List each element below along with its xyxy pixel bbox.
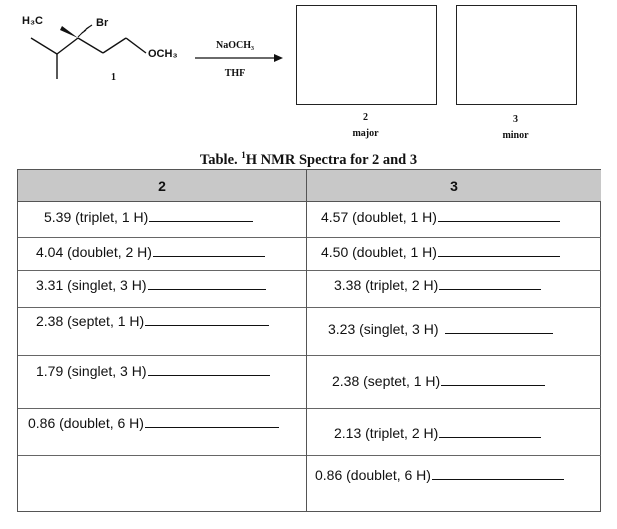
column-divider [306,170,307,511]
methoxy-label: OCH₃ [148,48,178,60]
product-3-answer-box[interactable] [456,5,577,105]
compound-2-signal[interactable]: 5.39 (triplet, 1 H) [44,209,253,225]
compound-3-signal[interactable]: 0.86 (doublet, 6 H) [315,467,564,483]
compound-2-signal[interactable]: 3.31 (singlet, 3 H) [36,277,266,293]
wedge-bond [60,26,78,38]
row-divider [307,270,601,271]
compound-2-signal[interactable]: 2.38 (septet, 1 H) [36,313,269,329]
row-divider [18,355,306,356]
product-3-number: 3 [513,114,518,125]
reaction-arrow [195,54,283,62]
row-divider [307,307,601,308]
row-divider [307,408,601,409]
compound-3-signal[interactable]: 3.38 (triplet, 2 H) [334,277,541,293]
column-header-2: 2 [18,170,306,202]
bromo-label: Br [96,17,109,29]
compound-3-signal[interactable]: 4.57 (doublet, 1 H) [321,209,560,225]
compound-3-signal[interactable]: 3.23 (singlet, 3 H) [328,321,553,337]
methyl-label: H₃C [22,15,43,27]
compound-3-signal[interactable]: 2.38 (septet, 1 H) [332,373,545,389]
column-header-3: 3 [307,170,601,202]
compound-2-signal[interactable]: 4.04 (doublet, 2 H) [36,244,265,260]
row-divider [18,307,306,308]
compound-2-signal[interactable]: 0.86 (doublet, 6 H) [28,415,279,431]
row-divider [18,455,306,456]
compound-1-label: 1 [111,72,116,83]
compound-2-signal[interactable]: 1.79 (singlet, 3 H) [36,363,270,379]
bond-lines [31,38,146,79]
row-divider [307,237,601,238]
row-divider [18,408,306,409]
solvent-label: THF [224,68,246,79]
row-divider [307,455,601,456]
nmr-table [17,169,601,512]
row-divider [18,270,306,271]
product-2-major-label: major [352,128,379,139]
compound-3-signal[interactable]: 2.13 (triplet, 2 H) [334,425,541,441]
row-divider [18,237,306,238]
row-divider [307,355,601,356]
product-2-number: 2 [363,112,368,123]
table-title: Table. $^1$H NMR Spectra for 2 and 3 [199,150,418,168]
product-3-minor-label: minor [502,130,529,141]
product-2-answer-box[interactable] [296,5,437,105]
compound-3-signal[interactable]: 4.50 (doublet, 1 H) [321,244,560,260]
reagent-label: NaOCH₃ [216,40,254,51]
hashed-bond [78,25,92,37]
reaction-scheme [0,0,617,150]
